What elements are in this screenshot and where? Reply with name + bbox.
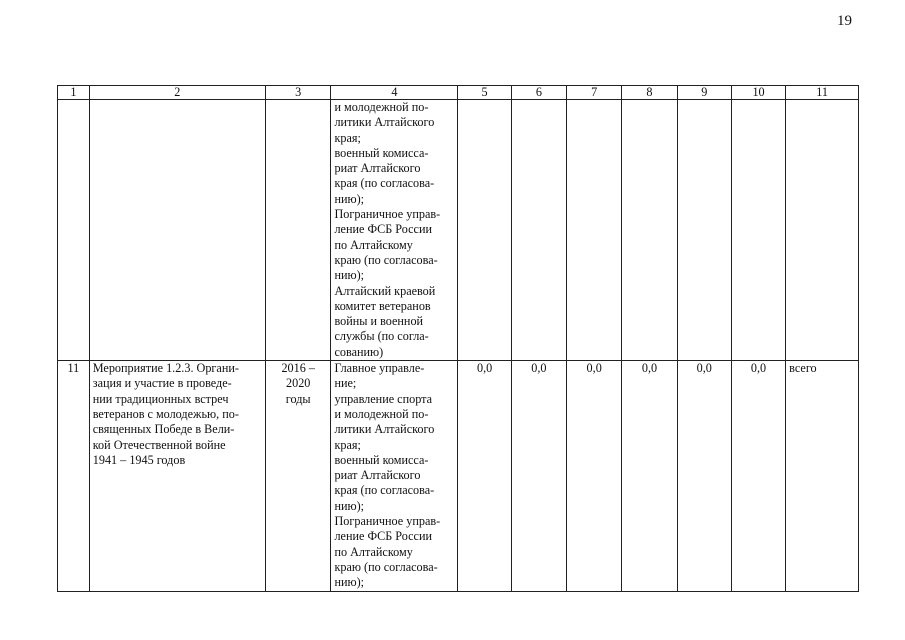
funding-source-cell: всего <box>786 361 859 591</box>
header-row <box>58 86 859 100</box>
executors-cell: и молодежной по- литики Алтайского края; военный комисса- риат Алтайского края (по согласова- нию); Пограничное управ- ление ФСБ России по Алтайскому краю (по согласова- нию); Алтайский краевой комитет ветеранов войны и военной службы (по согла- сованию) <box>331 100 458 361</box>
value-cell: 0,0 <box>458 361 511 591</box>
value-cell <box>622 100 677 361</box>
header-cell: 6 <box>511 86 566 100</box>
period-cell: 2016 – 2020 годы <box>265 361 331 591</box>
row-number-cell: 11 <box>58 361 90 591</box>
value-cell <box>511 100 566 361</box>
table-row <box>58 361 859 591</box>
header-cell: 3 <box>265 86 331 100</box>
value-cell: 0,0 <box>567 361 622 591</box>
header-cell: 2 <box>89 86 265 100</box>
value-cell: 0,0 <box>731 361 785 591</box>
value-cell <box>677 100 731 361</box>
value-cell <box>567 100 622 361</box>
header-cell: 9 <box>677 86 731 100</box>
value-cell: 0,0 <box>511 361 566 591</box>
page-number: 19 <box>837 13 852 29</box>
header-cell: 10 <box>731 86 785 100</box>
value-cell: 0,0 <box>622 361 677 591</box>
value-cell: 0,0 <box>677 361 731 591</box>
row-number-cell <box>58 100 90 361</box>
program-table <box>57 85 859 592</box>
header-cell: 4 <box>331 86 458 100</box>
period-cell <box>265 100 331 361</box>
activity-cell: Мероприятие 1.2.3. Органи- зация и участие в проведе- нии традиционных встреч ветеранов с молодежью, по- священных Победе в Вели- кой Отечественной войне 1941 – 1945 годов <box>89 361 265 591</box>
value-cell <box>458 100 511 361</box>
activity-cell <box>89 100 265 361</box>
funding-source-cell <box>786 100 859 361</box>
header-cell: 5 <box>458 86 511 100</box>
header-cell: 11 <box>786 86 859 100</box>
table-row <box>58 100 859 361</box>
value-cell <box>731 100 785 361</box>
header-cell: 1 <box>58 86 90 100</box>
header-cell: 7 <box>567 86 622 100</box>
header-cell: 8 <box>622 86 677 100</box>
executors-cell: Главное управле- ние; управление спорта и молодежной по- литики Алтайского края; военный комисса- риат Алтайского края (по согласова- нию); Пограничное управ- ление ФСБ России по Алтайскому краю (по согласова- нию); <box>331 361 458 591</box>
